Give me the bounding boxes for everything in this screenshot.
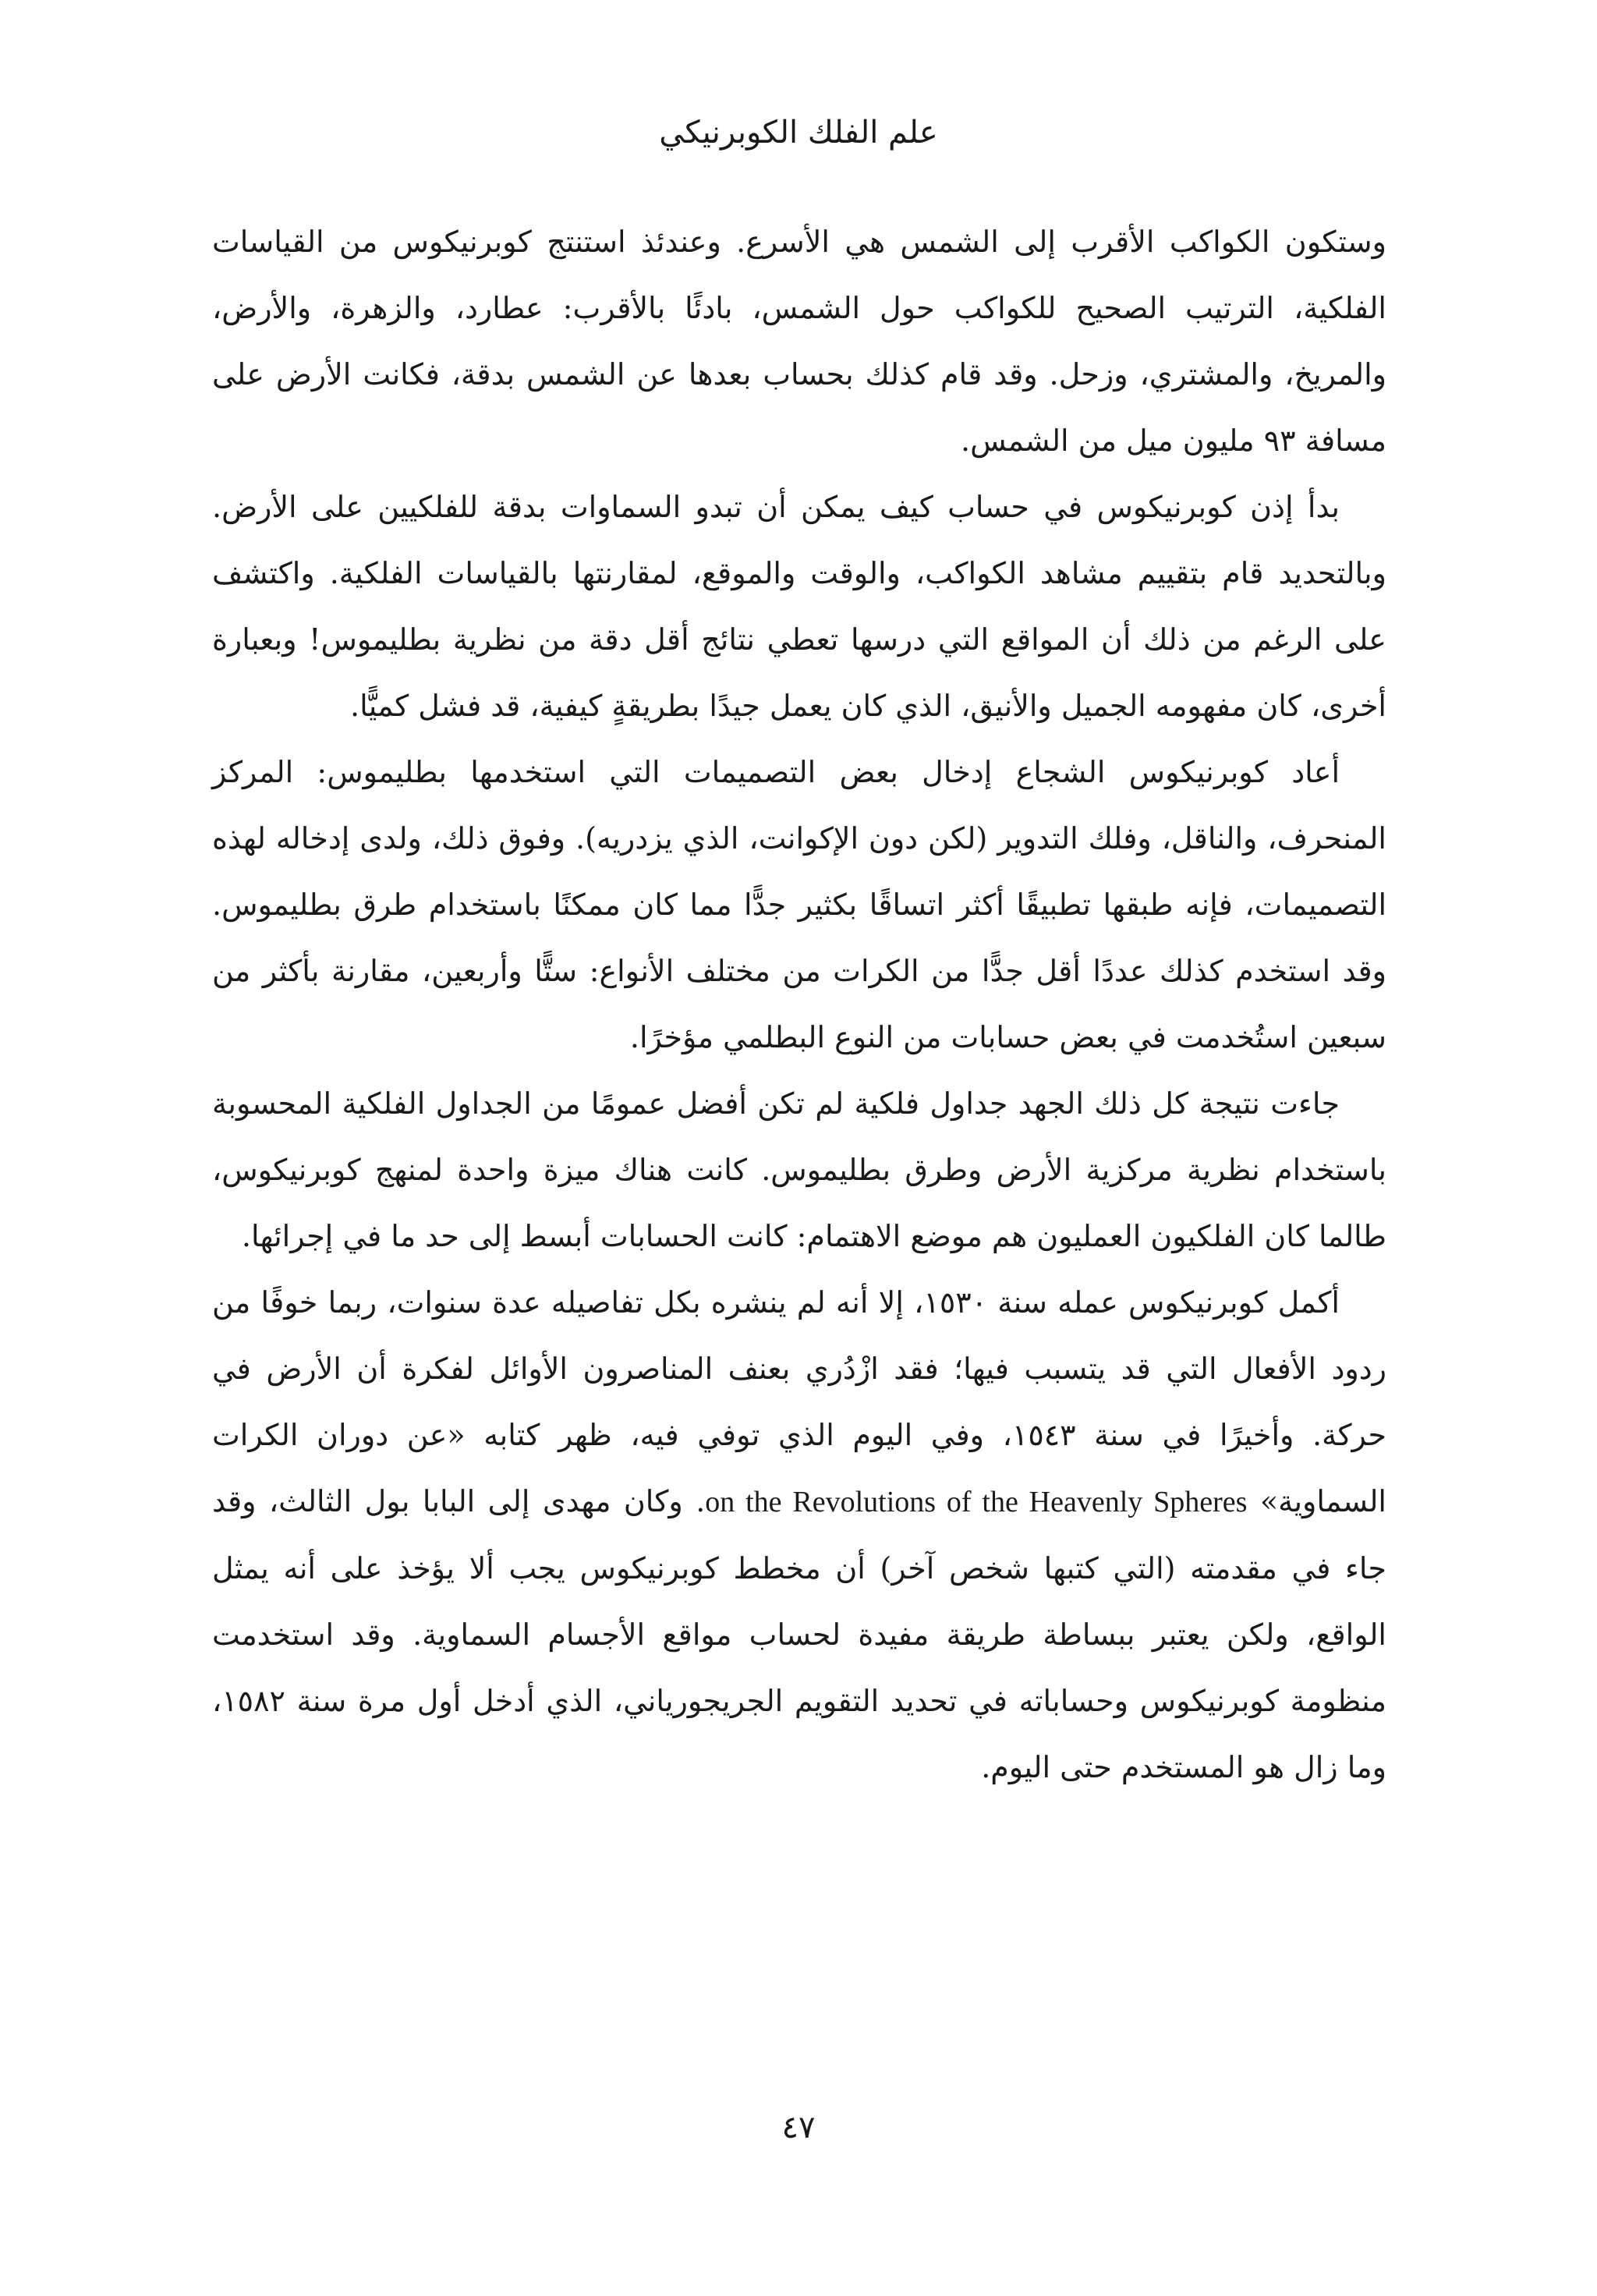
running-header: علم الفلك الكوبرنيكي	[659, 115, 938, 151]
body-text	[212, 209, 1386, 1801]
paragraph-5-part-1: أكمل كوبرنيكوس عمله سنة ١٥٣٠، إلا أنه لم ينشره بكل تفاصيله عدة سنوات، ربما خوفًا من ردود الأفعال التي قد يتسبب فيها؛ فقد ازْدُري بعنف المناصرون الأوائل لفكرة أن الأرض في حركة. وأخيرًا في سنة ١٥٤٣، وفي اليوم الذي توفي فيه، ظهر كتابه «عن دوران الكرات السماوية»	[212, 1285, 1387, 1518]
paragraph-1: وستكون الكواكب الأقرب إلى الشمس هي الأسرع. وعندئذ استنتج كوبرنيكوس من القياسات الفلكية، الترتيب الصحيح للكواكب حول الشمس، بادئًا بالأقرب: عطارد، والزهرة، والأرض، والمريخ، والمشتري، وزحل. وقد قام كذلك بحساب بعدها عن الشمس بدقة، فكانت الأرض على مسافة ٩٣ مليون ميل من الشمس.	[212, 225, 1386, 458]
paragraph-4: جاءت نتيجة كل ذلك الجهد جداول فلكية لم تكن أفضل عمومًا من الجداول الفلكية المحسوبة باستخدام نظرية مركزية الأرض وطرق بطليموس. كانت هناك ميزة واحدة لمنهج كوبرنيكوس، طالما كان الفلكيون العمليون هم موضع الاهتمام: كانت الحسابات أبسط إلى حد ما في إجرائها.	[212, 1086, 1386, 1253]
page-number: ٤٧	[781, 2110, 816, 2145]
book-title-english: on the Revolutions of the Heavenly Spheres	[705, 1486, 1248, 1518]
paragraph-2: بدأ إذن كوبرنيكوس في حساب كيف يمكن أن تبدو السماوات بدقة للفلكيين على الأرض. وبالتحديد قام بتقييم مشاهد الكواكب، والوقت والموقع، لمقارنتها بالقياسات الفلكية. واكتشف على الرغم من ذلك أن المواقع التي درسها تعطي نتائج أقل دقة من نظرية بطليموس! وبعبارة أخرى، كان مفهومه الجميل والأنيق، الذي كان يعمل جيدًا بطريقةٍ كيفية، قد فشل كميًّا.	[212, 490, 1386, 723]
paragraph-3: أعاد كوبرنيكوس الشجاع إدخال بعض التصميمات التي استخدمها بطليموس: المركز المنحرف، والناقل، وفلك التدوير (لكن دون الإكوانت، الذي يزدريه). وفوق ذلك، ولدى إدخاله لهذه التصميمات، فإنه طبقها تطبيقًا أكثر اتساقًا بكثير جدًّا مما كان ممكنًا باستخدام طرق بطليموس. وقد استخدم كذلك عددًا أقل جدًّا من الكرات من مختلف الأنواع: ستًّا وأربعين، مقارنة بأكثر من سبعين استُخدمت في بعض حسابات من النوع البطلمي مؤخرًا.	[212, 755, 1386, 1054]
paragraph-5	[212, 1270, 1386, 1801]
paragraph-5-part-2: . وكان مهدى إلى البابا بول الثالث، وقد جاء في مقدمته (التي كتبها شخص آخر) أن مخطط كوبرنيكوس يجب ألا يؤخذ على أنه يمثل الواقع، ولكن يعتبر ببساطة طريقة مفيدة لحساب مواقع الأجسام السماوية. وقد استخدمت منظومة كوبرنيكوس وحساباته في تحديد التقويم الجريجورياني، الذي أدخل أول مرة سنة ١٥٨٢، وما زال هو المستخدم حتى اليوم.	[212, 1484, 1386, 1784]
